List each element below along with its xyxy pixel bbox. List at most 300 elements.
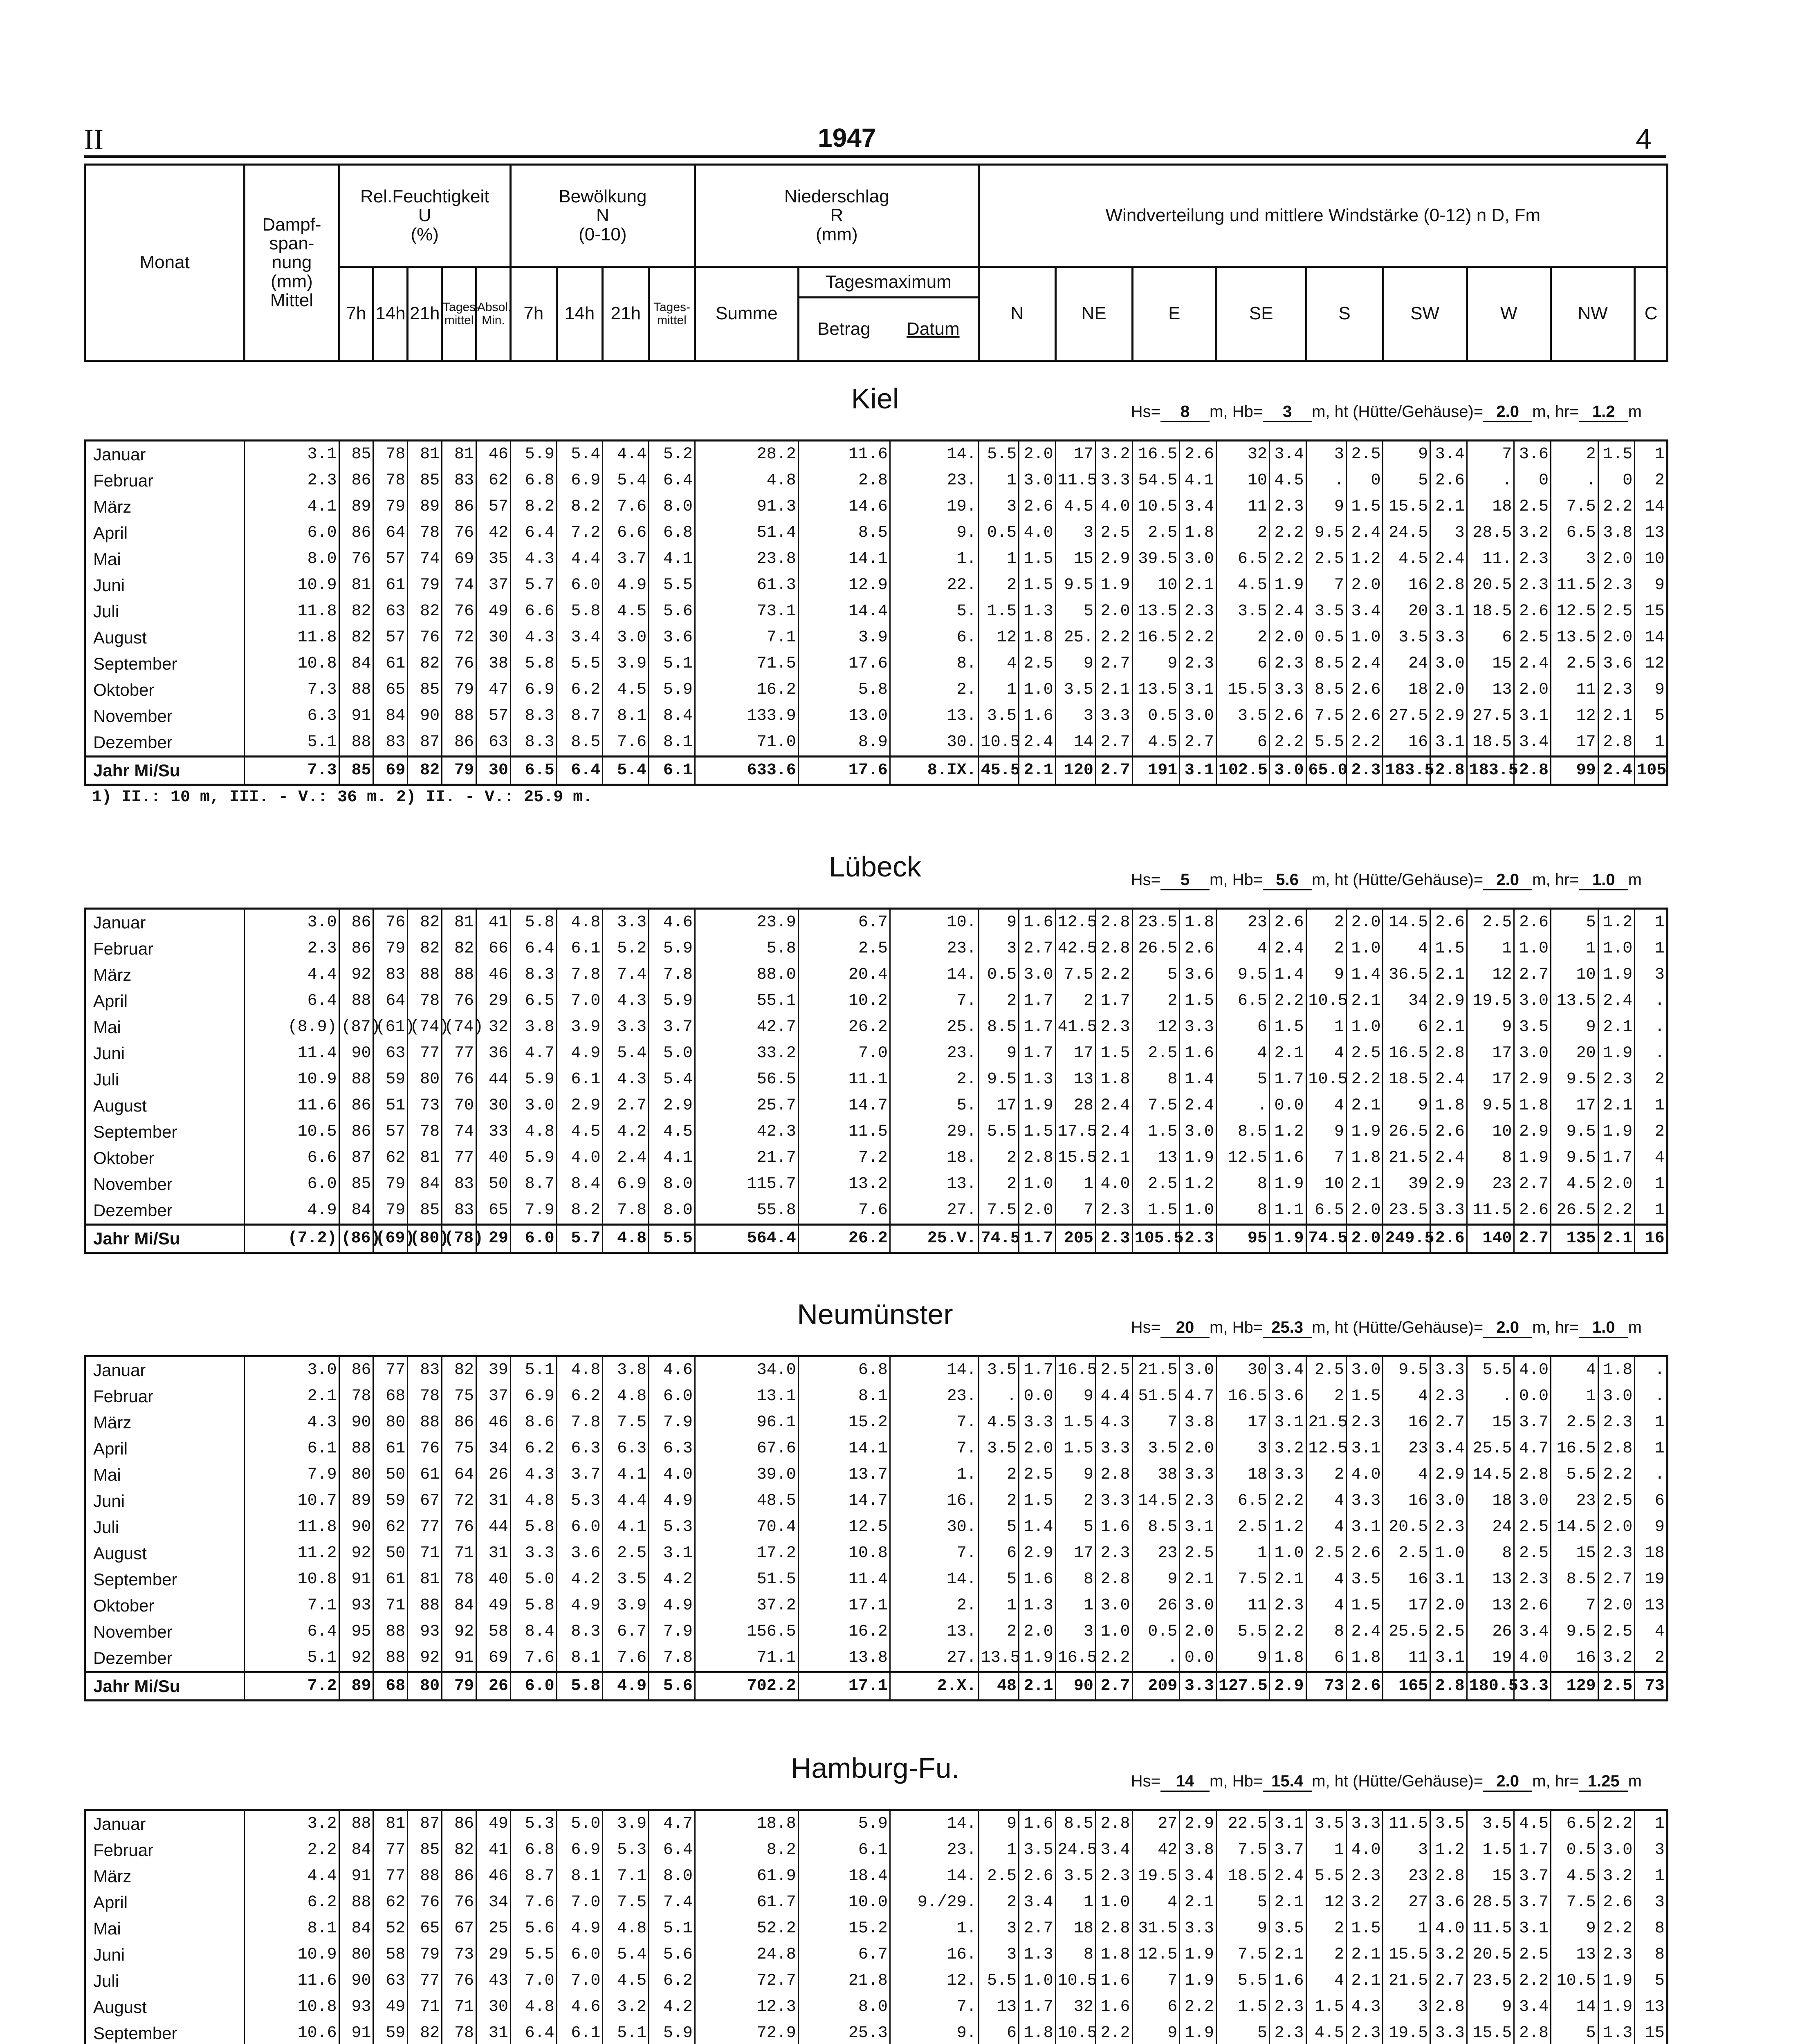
precip-cell: 16.2	[798, 1619, 890, 1645]
humidity-cell: 88	[373, 1645, 408, 1672]
wind-cell: 2	[979, 1145, 1019, 1171]
wind-cell: 3.5	[1055, 1863, 1095, 1889]
cloud-cell: 6.8	[649, 520, 695, 546]
wind-cell: 2.3	[1430, 1514, 1467, 1540]
cloud-cell: 5.5	[557, 651, 603, 677]
wind-cell: 8.5	[1132, 1514, 1180, 1540]
cloud-cell: 4.5	[649, 1119, 695, 1145]
dir-nw: NW	[1551, 267, 1635, 361]
wind-cell: 0	[1598, 468, 1635, 494]
cloud-cell: 8.2	[510, 494, 557, 520]
cloud-cell: 5.1	[603, 2020, 649, 2044]
cloud-cell: 6.9	[557, 1837, 603, 1863]
wind-cell: 4.5	[1132, 729, 1180, 757]
wind-cell: .	[1306, 468, 1346, 494]
cloud-cell: 6.3	[603, 1436, 649, 1462]
humidity-cell: 73	[408, 1093, 442, 1119]
vapour-pressure: 6.3	[245, 703, 339, 729]
humidity-cell: 85	[408, 468, 442, 494]
wind-cell: 3.1	[1180, 677, 1216, 703]
month-label: November	[85, 1619, 245, 1645]
wind-cell: 3.5	[979, 703, 1019, 729]
wind-cell: 8	[1635, 1916, 1668, 1942]
wind-cell: 21.5	[1306, 1410, 1346, 1436]
cloud-cell: 6.2	[649, 1968, 695, 1994]
cloud-cell: 5.2	[649, 441, 695, 468]
precip-cell: 6.	[890, 625, 979, 651]
wind-cell: 165	[1383, 1672, 1430, 1701]
wind-cell: 4.5	[1551, 1171, 1598, 1197]
wind-cell: 20.5	[1467, 1942, 1514, 1968]
wind-cell: 3.3	[1346, 1810, 1383, 1838]
precip-cell: 16.	[890, 1942, 979, 1968]
precip-cell: 7.1	[695, 625, 798, 651]
wind-cell: 8	[1132, 1067, 1180, 1093]
precip-cell: 133.9	[695, 703, 798, 729]
vapour-pressure: 3.0	[245, 1356, 339, 1384]
wind-cell: 4	[1306, 1093, 1346, 1119]
wind-cell: 2	[1306, 1916, 1346, 1942]
humidity-cell: 31	[476, 1540, 510, 1567]
cloud-cell: 7.4	[603, 962, 649, 988]
month-row	[85, 625, 1668, 651]
wind-cell: 2.3	[1514, 572, 1551, 598]
wind-cell: 23.5	[1383, 1197, 1430, 1225]
month-row	[85, 598, 1668, 625]
month-row	[85, 1567, 1668, 1593]
wind-cell: 16.5	[1216, 1383, 1269, 1410]
precip-cell: 23.	[890, 936, 979, 962]
wind-cell: 7.5	[1551, 494, 1598, 520]
precip-cell: 24.8	[695, 1942, 798, 1968]
wind-cell: 9	[1383, 441, 1430, 468]
wind-cell: 2.9	[1430, 703, 1467, 729]
wind-cell: 2.0	[1269, 625, 1306, 651]
wind-cell: 2.3	[1095, 1225, 1132, 1253]
vapour-pressure: 2.3	[245, 936, 339, 962]
humidity-cell: 91	[442, 1645, 476, 1672]
wind-cell: 2.5	[1095, 1356, 1132, 1384]
wind-cell: 2.1	[1269, 1889, 1306, 1916]
month-label: Oktober	[85, 1145, 245, 1171]
cloud-cell: 3.9	[557, 1014, 603, 1040]
wind-cell: 2	[979, 1462, 1019, 1488]
month-label: September	[85, 651, 245, 677]
wind-cell: 1.5	[1132, 1119, 1180, 1145]
wind-cell: 1	[1635, 1197, 1668, 1225]
wind-cell: 13	[1467, 1593, 1514, 1619]
wind-cell: 4	[1383, 936, 1430, 962]
wind-cell: 4	[1551, 1356, 1598, 1384]
month-label: Dezember	[85, 729, 245, 757]
cloud-cell: 6.4	[510, 520, 557, 546]
cloud-cell: 4.3	[510, 546, 557, 572]
wind-cell: 4.5	[1514, 1810, 1551, 1838]
cloud-cell: 4.9	[603, 572, 649, 598]
wind-cell: 2.8	[1430, 1863, 1467, 1889]
wind-cell: 5	[979, 1514, 1019, 1540]
wind-cell: 2.6	[1430, 468, 1467, 494]
column-header-table	[84, 164, 1668, 362]
station-table	[84, 439, 1668, 786]
month-row	[85, 1067, 1668, 1093]
humidity-cell: 35	[476, 546, 510, 572]
wind-cell: 3.0	[1430, 1488, 1467, 1514]
cloud-cell: 5.7	[510, 572, 557, 598]
precip-cell: 115.7	[695, 1171, 798, 1197]
wind-cell: 1.8	[1430, 1093, 1467, 1119]
humidity-cell: 88	[339, 1436, 373, 1462]
precip-cell: 96.1	[695, 1410, 798, 1436]
cloud-cell: 4.4	[603, 1488, 649, 1514]
precip-cell: 11.1	[798, 1067, 890, 1093]
wind-cell: 2.4	[1430, 1145, 1467, 1171]
humidity-cell: 46	[476, 1863, 510, 1889]
humidity-cell: 76	[339, 546, 373, 572]
humidity-cell: (87)	[339, 1014, 373, 1040]
wind-cell: 3.1	[1430, 729, 1467, 757]
month-label: Oktober	[85, 1593, 245, 1619]
wind-cell: 2.6	[1346, 1540, 1383, 1567]
wind-cell: 90	[1055, 1672, 1095, 1701]
cloud-cell: 8.1	[557, 1645, 603, 1672]
wind-cell: 1.2	[1180, 1171, 1216, 1197]
humidity-cell: 79	[442, 677, 476, 703]
wind-cell: 9	[1132, 651, 1180, 677]
wind-cell: 2.8	[1095, 936, 1132, 962]
cloud-cell: 7.6	[510, 1889, 557, 1916]
precip-cell: 1.	[890, 1462, 979, 1488]
cloud-cell: 5.7	[557, 1225, 603, 1253]
wind-cell: 11.5	[1551, 572, 1598, 598]
wind-cell: 2.3	[1346, 2020, 1383, 2044]
humidity-cell: 92	[442, 1619, 476, 1645]
wind-cell: 1.4	[1346, 962, 1383, 988]
wind-cell: 1.6	[1019, 1567, 1056, 1593]
wind-cell: 15.5	[1383, 1942, 1430, 1968]
wind-cell: 5.5	[979, 441, 1019, 468]
humidity-cell: 88	[408, 1410, 442, 1436]
humidity-cell: 77	[442, 1040, 476, 1067]
wind-cell: 1.0	[1019, 1968, 1056, 1994]
precip-cell: 10.2	[798, 988, 890, 1014]
hum-tagesmittel: Tages- mittel	[442, 267, 476, 361]
cloud-cell: 4.0	[649, 1462, 695, 1488]
vapour-pressure: 3.2	[245, 1810, 339, 1838]
wind-cell: 18	[1055, 1916, 1095, 1942]
precip-cell: 15.2	[798, 1916, 890, 1942]
wind-cell: 27.5	[1467, 703, 1514, 729]
wind-cell: 11.5	[1383, 1810, 1430, 1838]
cloud-cell: 7.0	[557, 988, 603, 1014]
wind-cell: 32	[1055, 1994, 1095, 2020]
wind-cell: 3.0	[1430, 651, 1467, 677]
humidity-cell: 77	[408, 1040, 442, 1067]
humidity-cell: 83	[442, 1171, 476, 1197]
month-row	[85, 1462, 1668, 1488]
humidity-cell: 30	[476, 757, 510, 785]
wind-cell: 28.5	[1467, 1889, 1514, 1916]
wind-cell: 2.5	[1346, 1040, 1383, 1067]
wind-cell: 2.9	[1180, 1810, 1216, 1838]
vapour-pressure: 10.8	[245, 651, 339, 677]
wind-cell: 11.5	[1467, 1197, 1514, 1225]
wind-cell: 2.2	[1269, 1619, 1306, 1645]
wind-cell: 3.4	[1514, 1619, 1551, 1645]
wind-cell: 2.7	[1019, 1916, 1056, 1942]
wind-cell: 2.7	[1430, 1410, 1467, 1436]
wind-cell: 8	[1467, 1145, 1514, 1171]
wind-cell: 21.5	[1132, 1356, 1180, 1384]
cloud-cell: 5.4	[557, 441, 603, 468]
cloud-cell: 5.5	[649, 572, 695, 598]
cloud-cell: 4.5	[603, 598, 649, 625]
humidity-cell: 78	[373, 441, 408, 468]
vapour-pressure: 7.9	[245, 1462, 339, 1488]
wind-cell: 2.8	[1095, 1810, 1132, 1838]
wind-cell: 1.8	[1269, 1645, 1306, 1672]
wind-cell: 1.5	[1180, 988, 1216, 1014]
cloud-cell: 4.8	[603, 1383, 649, 1410]
wind-cell: 1.7	[1269, 1067, 1306, 1093]
wind-cell: 1.9	[1180, 1145, 1216, 1171]
humidity-cell: 78	[408, 1119, 442, 1145]
humidity-cell: 89	[339, 1488, 373, 1514]
humidity-cell: 79	[373, 1197, 408, 1225]
humidity-cell: 49	[373, 1994, 408, 2020]
humidity-cell: 36	[476, 1040, 510, 1067]
humidity-cell: 88	[339, 1889, 373, 1916]
wind-cell: 10.5	[979, 729, 1019, 757]
month-row	[85, 1436, 1668, 1462]
wind-cell: 6	[1216, 1014, 1269, 1040]
wind-cell: 38	[1132, 1462, 1180, 1488]
cloud-cell: 5.9	[510, 441, 557, 468]
hum-14h: 14h	[373, 267, 408, 361]
humidity-cell: 63	[373, 598, 408, 625]
wind-cell: 13.5	[1132, 677, 1180, 703]
vapour-pressure: 10.9	[245, 1942, 339, 1968]
vapour-pressure: 6.2	[245, 1889, 339, 1916]
wind-cell: 18.5	[1467, 729, 1514, 757]
wind-cell: 0.0	[1269, 1093, 1306, 1119]
wind-cell: 9	[1216, 1645, 1269, 1672]
wind-cell: 4	[1306, 1488, 1346, 1514]
wind-cell: 2.0	[1346, 1225, 1383, 1253]
wind-cell: 99	[1551, 757, 1598, 785]
wind-cell: 2	[1216, 625, 1269, 651]
wind-cell: 3.4	[1514, 1994, 1551, 2020]
wind-cell: 2	[1635, 1119, 1668, 1145]
vapour-pressure: 10.8	[245, 1567, 339, 1593]
wind-cell: 18.5	[1467, 598, 1514, 625]
wind-cell: 16	[1383, 729, 1430, 757]
humidity-cell: 57	[476, 703, 510, 729]
wind-cell: 1	[1216, 1540, 1269, 1567]
cloud-cell: 3.3	[603, 909, 649, 936]
precip-cell: 55.1	[695, 988, 798, 1014]
month-label: Jahr Mi/Su	[85, 1672, 245, 1701]
wind-cell: 2.6	[1346, 1672, 1383, 1701]
dampf-header: Dampf- span- nung (mm) Mittel	[245, 165, 339, 361]
humidity-cell: 25	[476, 1916, 510, 1942]
wind-cell: 2.1	[1346, 1942, 1383, 1968]
wind-cell: 1.0	[1430, 1540, 1467, 1567]
humidity-cell: 82	[408, 909, 442, 936]
wind-cell: 15	[1635, 2020, 1668, 2044]
wind-cell: 2.1	[1269, 1040, 1306, 1067]
param-value-hr: 1.25	[1579, 1772, 1628, 1792]
wind-cell: 5.5	[1216, 1968, 1269, 1994]
precip-cell: 14.6	[798, 494, 890, 520]
wind-cell: 3.6	[1430, 1889, 1467, 1916]
month-row	[85, 1197, 1668, 1225]
wind-cell: 2.5	[1551, 651, 1598, 677]
wind-cell: 12.5	[1306, 1436, 1346, 1462]
cloud-cell: 7.1	[603, 1863, 649, 1889]
month-label: September	[85, 1567, 245, 1593]
wind-cell: 2.2	[1095, 1645, 1132, 1672]
humidity-cell: 90	[339, 1410, 373, 1436]
wind-cell: 1.0	[1346, 936, 1383, 962]
wind-cell: 2.9	[1430, 1462, 1467, 1488]
wind-cell: 2.9	[1019, 1540, 1056, 1567]
wind-cell: 2.0	[1598, 1171, 1635, 1197]
wind-cell: 2.2	[1269, 729, 1306, 757]
wind-cell: 1.7	[1019, 1225, 1056, 1253]
precip-cell: 7.	[890, 1436, 979, 1462]
precip-cell: 7.6	[798, 1197, 890, 1225]
wind-cell: 9.5	[1467, 1093, 1514, 1119]
wind-cell: 4.5	[1055, 494, 1095, 520]
wind-cell: 3.0	[1180, 546, 1216, 572]
wind-cell: 2.9	[1430, 1171, 1467, 1197]
month-row	[85, 1645, 1668, 1672]
humidity-cell: 71	[442, 1994, 476, 2020]
wind-cell: 5	[1132, 962, 1180, 988]
cloud-cell: 8.1	[603, 703, 649, 729]
month-row	[85, 1810, 1668, 1838]
humidity-cell: 79	[408, 1942, 442, 1968]
humidity-cell: (74)	[442, 1014, 476, 1040]
month-label: Juni	[85, 1942, 245, 1968]
wind-cell: 4	[1306, 1040, 1346, 1067]
wind-cell: 17	[1467, 1040, 1514, 1067]
year: 1947	[818, 123, 876, 152]
wind-cell: 3.0	[1598, 1837, 1635, 1863]
month-label: Jahr Mi/Su	[85, 1225, 245, 1253]
month-label: April	[85, 520, 245, 546]
wind-cell: 3	[1383, 1994, 1430, 2020]
precip-cell: 19.	[890, 494, 979, 520]
month-row	[85, 1014, 1668, 1040]
precip-cell: 37.2	[695, 1593, 798, 1619]
wind-cell: 8	[1055, 1942, 1095, 1968]
vapour-pressure: 11.2	[245, 1540, 339, 1567]
month-label: Mai	[85, 1014, 245, 1040]
wind-cell: 6	[1216, 729, 1269, 757]
humidity-cell: 32	[476, 1014, 510, 1040]
wind-cell: 9	[1306, 962, 1346, 988]
wind-cell: 2.5	[1306, 546, 1346, 572]
wind-cell: 3.5	[1055, 677, 1095, 703]
wind-cell: 209	[1132, 1672, 1180, 1701]
humidity-cell: 88	[408, 1593, 442, 1619]
wind-cell: 7	[1132, 1410, 1180, 1436]
humidity-cell: 85	[339, 757, 373, 785]
station-name: Hamburg-Fu.	[790, 1752, 960, 1784]
wind-cell: 2	[1132, 988, 1180, 1014]
wind-cell: 7.5	[1216, 1567, 1269, 1593]
wind-cell: 21.5	[1383, 1968, 1430, 1994]
wind-cell: 2.1	[1430, 962, 1467, 988]
wind-cell: 3.5	[979, 1356, 1019, 1384]
humidity-cell: 78	[442, 2020, 476, 2044]
cloud-14h: 14h	[557, 267, 603, 361]
wind-cell: 15.5	[1383, 494, 1430, 520]
cloud-cell: 5.8	[510, 1593, 557, 1619]
wind-cell: 5.5	[1467, 1356, 1514, 1384]
wind-cell: 4	[1132, 1889, 1180, 1916]
wind-cell: 2	[1635, 1067, 1668, 1093]
wind-cell: 2.3	[1430, 1383, 1467, 1410]
vapour-pressure: 11.4	[245, 1040, 339, 1067]
humidity-cell: 83	[373, 729, 408, 757]
humidity-cell: 57	[373, 1119, 408, 1145]
wind-cell: 2.2	[1346, 729, 1383, 757]
humidity-cell: 81	[442, 441, 476, 468]
precip-cell: 7.	[890, 988, 979, 1014]
wind-cell: 12	[979, 625, 1019, 651]
wind-cell: 54.5	[1132, 468, 1180, 494]
wind-cell: 5	[1216, 1889, 1269, 1916]
wind-cell: 1.5	[1019, 1488, 1056, 1514]
humidity-cell: 62	[476, 468, 510, 494]
month-row	[85, 1942, 1668, 1968]
precip-cell: 18.4	[798, 1863, 890, 1889]
wind-cell: 8	[1306, 1619, 1346, 1645]
param-label-hb: m, Hb=	[1210, 1318, 1263, 1336]
precip-cell: 12.3	[695, 1994, 798, 2020]
cloud-cell: 6.9	[510, 677, 557, 703]
cloud-cell: 4.5	[603, 677, 649, 703]
wind-cell: 1.0	[1095, 1889, 1132, 1916]
wind-cell: 13	[1055, 1067, 1095, 1093]
month-label: November	[85, 1171, 245, 1197]
wind-cell: 2.2	[1269, 546, 1306, 572]
precip-cell: 14.7	[798, 1093, 890, 1119]
vapour-pressure: 7.3	[245, 677, 339, 703]
vapour-pressure: 10.7	[245, 1488, 339, 1514]
wind-cell: 3.2	[1430, 1942, 1467, 1968]
vapour-pressure: 6.0	[245, 1171, 339, 1197]
wind-cell: 3.5	[979, 1436, 1019, 1462]
precip-cell: 18.	[890, 1145, 979, 1171]
humidity-cell: 52	[373, 1916, 408, 1942]
param-value-hb: 3	[1263, 403, 1312, 422]
vapour-pressure: 11.6	[245, 1093, 339, 1119]
humidity-cell: 78	[408, 1383, 442, 1410]
wind-cell: 6.5	[1216, 988, 1269, 1014]
wind-cell: 1.5	[1598, 441, 1635, 468]
wind-cell: .	[1216, 1093, 1269, 1119]
humidity-cell: 79	[442, 757, 476, 785]
humidity-cell: 81	[442, 909, 476, 936]
wind-cell: 2.1	[1269, 1942, 1306, 1968]
month-label: Februar	[85, 936, 245, 962]
wind-cell: 2.5	[1306, 1356, 1346, 1384]
param-value-hs: 8	[1160, 403, 1210, 422]
